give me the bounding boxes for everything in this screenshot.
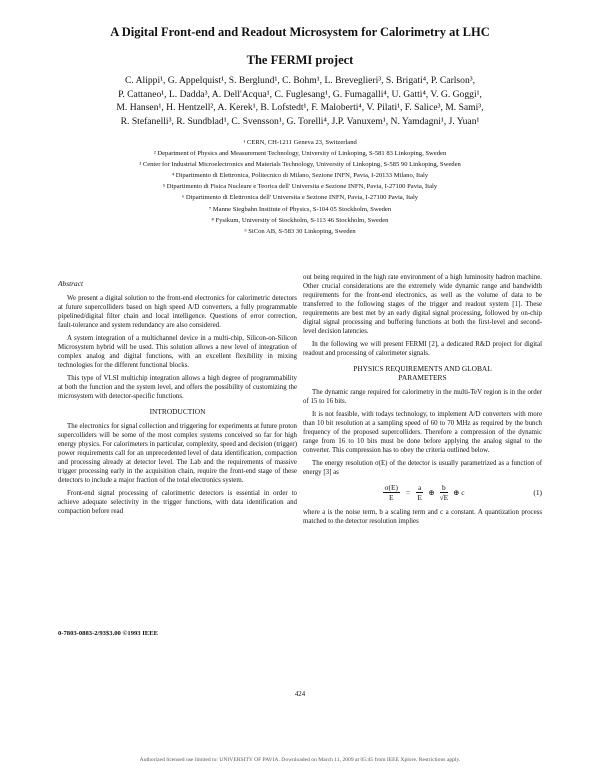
physics-paragraph: The dynamic range required for calorimetry in the multi-TeV region is in the order of 15 to 16 bits. <box>303 389 542 405</box>
abstract-paragraph: A system integration of a multichannel device in a multi-chip, Silicon-on-Silicon Microsystem hybrid will be used. This solution allows a new level of integration of complex analog and digital functions, with an excellent flexibility in mixing technologies for the different functional blocks. <box>58 335 297 369</box>
introduction-paragraph: Front-end signal processing of calorimetric detectors is essential in order to achieve adequate selectivity in the trigger functions, with data identification and compaction before read <box>58 490 297 515</box>
affiliation: ⁵ Dipartimento di Fisica Nucleare e Teorica dell' Universita e Sezione INFN, Pavia, I-27100 Pavia, Italy <box>162 183 438 191</box>
paper-subtitle: The FERMI project <box>246 53 354 67</box>
abstract-paragraph: This type of VLSI multichip integration allows a high degree of programmability at both the function and the system level, and offers the possibility of customizing the microsystem with detector-specific functions. <box>58 375 297 400</box>
affiliation: ⁶ Dipartimento di Elettronica dell' Universita e Sezione INFN, Pavia, I-27100 Pavia, Italy <box>181 194 419 202</box>
license-footer: Authorized licensed use limited to: UNIVERSITY OF PAVIA. Downloaded on March 11, 2009 at 05:45 from IEEE Xplore. Restrictions apply. <box>139 757 461 763</box>
physics-paragraph: The energy resolution σ(E) of the detector is usually parametrized as a function of energy [3] as <box>303 460 542 476</box>
equation-1 <box>303 483 542 502</box>
author-line: P. Cattaneo¹, L. Dadda³, A. Dell'Acqua¹, C. Fuglesang¹, G. Fumagalli⁴, U. Gatti⁴, V. G. Goggi¹, <box>118 88 482 100</box>
equation-scaling-term: $\frac{b}{√E}$ <box>439 483 449 502</box>
physics-heading <box>303 364 542 382</box>
affiliation: ⁴ Dipartimento di Elettronica, Politecnico di Milano, Sezione INFN, Pavia, I-20133 Milano, Italy <box>171 172 429 180</box>
abstract-heading: Abstract <box>58 279 84 288</box>
affiliation-list <box>40 137 560 237</box>
body-paragraph: out being required in the high rate environment of a high luminosity hadron machine. Other crucial considerations are the extremely wide dynamic range and bandwidth requirements for the front-end electronics, as well as the volume of data to be transferred to the following stages of the trigger and readout system [1]. These requirements are best met by an early digital signal processing, followed by on-chip digital signal processing and buffering functions at both the first-level and second-level decision latencies. <box>303 274 542 335</box>
affiliation: ³ Center for Industrial Microelectronics and Materials Technology, University of Linkoping, S-585 90 Linkoping, Sweden <box>139 161 461 169</box>
introduction-paragraph: The electronics for signal collection and triggering for experiments at future proton supercolliders will be some of the most complex systems conceived so far for high energy physics. For calorimeters in particular, complexity, speed and decision (trigger) power requirements call for an unprecedented level of data identification, compaction and processing already at detector level. The Lab and the requirements of massive trigger processing early in the acquisition chain, require the front-end stage of these detectors to include a major fraction of the total electronics system. <box>58 423 297 484</box>
equation-constant-term: ⊕ c <box>453 488 465 497</box>
copyright-notice: 0-7803-0883-2/93$3.00 ©1993 IEEE <box>58 630 158 637</box>
introduction-heading: INTRODUCTION <box>149 407 206 416</box>
paper-title: A Digital Front-end and Readout Microsystem for Calorimetry at LHC <box>110 25 490 39</box>
affiliation: ⁷ Manne Siegbahn Institute of Physics, S-104 05 Stockholm, Sweden <box>208 205 392 213</box>
right-column <box>303 273 542 530</box>
equation-operator: ⊕ <box>428 488 435 497</box>
page-number: 424 <box>294 691 306 698</box>
affiliation: ⁸ Fysikum, University of Stockholm, S-113 46 Stockholm, Sweden <box>211 216 389 224</box>
equation-noise-term: $\frac{a}{E}$ <box>417 483 422 502</box>
affiliation: ¹ CERN, CH-1211 Geneva 23, Switzerland <box>243 139 357 146</box>
author-line: R. Stefanelli³, R. Sundblad¹, C. Svensson¹, G. Torelli⁴, J.P. Vanuxem¹, N. Yamdagni¹, J. Yuan¹ <box>120 115 480 127</box>
affiliation: ⁹ SiCon AB, S-583 30 Linkoping, Sweden <box>244 227 356 235</box>
physics-heading-line: PARAMETERS <box>398 373 447 382</box>
physics-paragraph: It is not feasible, with todays technology, to implement A/D converters with more than 10 bit resolution at a sampling speed of 60 to 70 MHz as required by the bunch frequency of the proposed supercolliders. Therefore a compression of the dynamic range from 16 to 10 bits must be done before applying the analog signal to the converter. This compression has to obey the criteria outlined below. <box>303 411 542 454</box>
left-column <box>58 273 297 520</box>
author-list <box>70 74 530 128</box>
equation-number: (1) <box>533 488 542 497</box>
equation-equals: = <box>405 488 411 497</box>
equation-lhs: $\frac{\sigma(E)}{E}$ <box>384 483 398 502</box>
physics-paragraph: where a is the noise term, b a scaling term and c a constant. A quantization process matched to the detector resolution implies <box>303 509 542 525</box>
author-line: C. Alippi¹, G. Appelquist¹, S. Berglund¹, C. Bohm¹, L. Breveglieri³, S. Brigati⁴, P. Carlson³, <box>124 75 476 86</box>
body-paragraph: In the following we will present FERMI [2], a dedicated R&D project for digital readout and processing of calorimeter signals. <box>303 341 542 357</box>
author-line: M. Hansen¹, H. Hentzell², A. Kerek¹, B. Lofstedt¹, F. Maloberti⁴, V. Pilati¹, F. Salice³, M. Sami³, <box>116 102 484 113</box>
abstract-paragraph: We present a digital solution to the front-end electronics for calorimetric detectors at future supercolliders based on high speed A/D converters, a fully programmable pipelined/digital filter chain and local intelligence. Questions of error correction, fault-tolerance and system redundancy are also considered. <box>58 295 297 329</box>
affiliation: ² Department of Physics and Measurement Technology, University of Linkoping, S-581 83 Linkoping, Sweden <box>153 150 447 158</box>
physics-heading-line: PHYSICS REQUIREMENTS AND GLOBAL <box>353 364 492 373</box>
